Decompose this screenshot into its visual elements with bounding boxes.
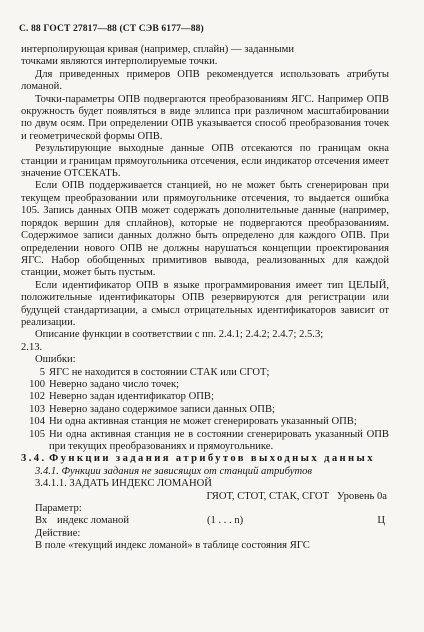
paragraph: Для приведенных примеров ОПВ рекомендуется использовать атрибуты ломаной.: [21, 68, 389, 93]
function-title: 3.4.1.1. ЗАДАТЬ ИНДЕКС ЛОМАНОЙ: [35, 478, 212, 490]
parameter-name: индекс ломаной: [57, 515, 130, 527]
error-code: 102: [29, 391, 45, 403]
page-header: С. 88 ГОСТ 27817—88 (СТ СЭВ 6177—88): [19, 23, 204, 34]
error-item: [21, 429, 389, 454]
error-item: [21, 379, 389, 391]
paragraph-line: интерполирующая кривая (например, сплайн) — заданными: [21, 44, 295, 55]
parameter-title: Параметр:: [35, 503, 82, 515]
paragraph-line: 2.13.: [21, 341, 43, 353]
error-text: Неверно задано число точек;: [49, 378, 180, 390]
error-text: ЯГС не находится в состоянии СТАК или СГОТ;: [49, 366, 270, 378]
paragraph: Если идентификатор ОПВ в языке программирования имеет тип ЦЕЛЫЙ, положительные идентификаторы ОПВ резервируются для регистрации или будущей стандартизации, а смысл отрицательных идентификаторов зависит от реализации.: [21, 279, 389, 328]
error-text: Неверно задано содержимое записи данных ОПВ;: [49, 403, 275, 415]
error-item: [21, 367, 389, 379]
error-code: 5: [39, 366, 45, 378]
errors-list: [21, 367, 389, 454]
error-text: Неверно задан идентификатор ОПВ;: [49, 391, 214, 403]
subsection-heading: 3.4.1. Функции задания не зависящих от станций атрибутов: [35, 465, 313, 477]
parameter-row: [21, 515, 389, 527]
section-number: 3.4.: [21, 453, 47, 465]
errors-title: Ошибки:: [35, 354, 76, 366]
function-states-row: [21, 491, 389, 503]
action-text: В поле «текущий индекс ломаной» в таблице состояния ЯГС: [35, 540, 310, 552]
error-text: Ни одна активная станция не в состоянии сгенерировать указанный ОПВ при текущих преобразованиях и прямоугольнике.: [49, 428, 389, 452]
error-text: Ни одна активная станция не может сгенерировать указанный ОПВ;: [49, 416, 357, 428]
error-item: [21, 391, 389, 403]
parameter-range: (1 . . . n): [207, 515, 244, 527]
paragraph-line: Описание функции в соответствии с пп. 2.4.1; 2.4.2; 2.4.7; 2.5.3;: [35, 329, 324, 341]
section-title: Функции задания атрибутов выходных данных: [49, 453, 375, 465]
error-code: 100: [29, 378, 45, 390]
paragraph: Точки-параметры ОПВ подвергаются преобразованиям ЯГС. Например ОПВ окружность будет появляться в виде эллипса при различном масштабировании по двум осям. При определении ОПВ указывается способ преобразования точек и геометрической формы ОПВ.: [21, 93, 389, 142]
parameter-type: Ц: [377, 515, 385, 527]
paragraph: Результирующие выходные данные ОПВ отсекаются по границам окна станции и границам прямоугольника отсечения, если индикатор отсечения имеет значение ОТСЕКАТЬ.: [21, 143, 389, 180]
error-code: 104: [29, 416, 45, 428]
paragraph-line: точками являются интерполируемые точки.: [21, 56, 218, 68]
error-item: [21, 404, 389, 416]
parameter-direction: Вх: [35, 515, 48, 527]
error-item: [21, 416, 389, 428]
error-code: 103: [29, 403, 45, 415]
page-content: [21, 44, 389, 553]
section-heading: [21, 453, 389, 465]
error-code: 105: [29, 428, 45, 440]
action-title: Действие:: [35, 527, 81, 539]
paragraph: Если ОПВ поддерживается станцией, но не может быть сгенерирован при текущем преобразовании или прямоугольнике отсечения, то выдается ошибка 105. Запись данных ОПВ может содержать дополнительные данные (например, порядок вершин для сплайнов), которые не подвергаются преобразованиям. Содержимое записи данных должно быть определено для каждого ОПВ. При определении нового ОПВ не должны нарушаться концепции проектирования ЯГС. Набор обобщенных примитивов вывода, реализованных для каждой станции, может быть пустым.: [21, 180, 389, 279]
function-states: ГЯОТ, СТОТ, СТАК, СГОТ: [206, 490, 330, 502]
function-level: Уровень 0а: [337, 490, 387, 502]
